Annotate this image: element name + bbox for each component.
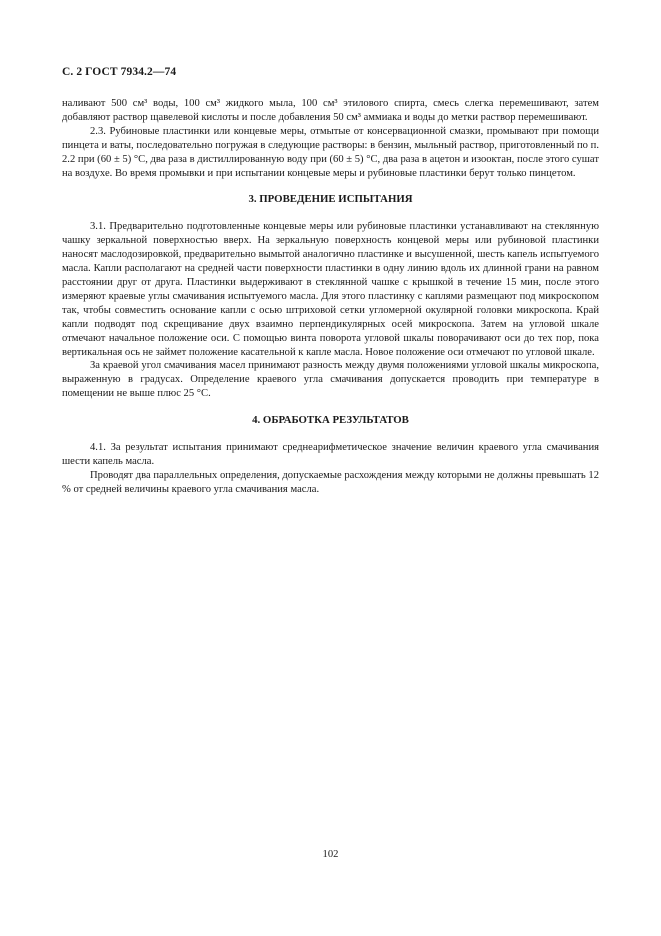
paragraph-continuation: наливают 500 см³ воды, 100 см³ жидкого мыла, 100 см³ этилового спирта, смесь слегка перемешивают, затем добавляют раствор щавелевой кислоты и после добавления 50 см³ аммиака и воды до метки раствор перемешивают.	[62, 98, 599, 123]
paragraph-3-1: 3.1. Предварительно подготовленные концевые меры или рубиновые пластинки устанавливают на стеклянную чашку зеркальной поверхностью вверх. На зеркальную поверхность концевой меры или рубиновой пластинки наносят маслодозировкой, предварительно вымытой аналогично пластинке и высушенной, шесть капель испытуемого масла. Капли располагают на средней части поверхности пластинки в одну линию вдоль их длинной грани на равном расстоянии друг от друга. Пластинки выдерживают в стеклянной чашке с крышкой в течение 15 мин, после этого измеряют краевые углы смачивания испытуемого масла. Для этого пластинку с каплями размещают под микроскопом так, чтобы совместить основание капли с осью штриховой сетки угломерной окулярной головки микроскопа. Край капли подводят под скрещивание двух взаимно перпендикулярных осей микроскопа. Затем на угловой шкале отмечают начальное положение оси. С помощью винта поворота угловой шкалы поворачивают оси до тех пор, пока вертикальная ось не займет положение касательной к капле масла. Новое положение оси отмечают по угловой шкале.	[62, 221, 599, 358]
page-number: 102	[322, 849, 339, 860]
paragraph-4-1: 4.1. За результат испытания принимают среднеарифметическое значение величин краевого угла смачивания шести капель масла.	[62, 442, 599, 467]
document-body	[62, 97, 599, 497]
paragraph-contact-angle: За краевой угол смачивания масел принимают разность между двумя положениями угловой шкалы микроскопа, выраженную в градусах. Определение краевого угла смачивания допускается проводить при температуре в помещении не выше плюс 25 °С.	[62, 360, 599, 400]
section-4-title: 4. ОБРАБОТКА РЕЗУЛЬТАТОВ	[252, 414, 409, 427]
paragraph-parallel: Проводят два параллельных определения, допускаемые расхождения между которыми не должны превышать 12 % от средней величины краевого угла смачивания масла.	[62, 469, 599, 495]
section-3-title: 3. ПРОВЕДЕНИЕ ИСПЫТАНИЯ	[248, 193, 413, 206]
page-header: С. 2 ГОСТ 7934.2—74	[62, 66, 177, 78]
paragraph-2-3: 2.3. Рубиновые пластинки или концевые меры, отмытые от консервационной смазки, промывают при помощи пинцета и ваты, последовательно погружая в следующие растворы: в бензин, мыльный раствор, приготовленный по п. 2.2 при (60 ± 5) °С, два раза в дистиллированную воду при (60 ± 5) °С, два раза в ацетон и изооктан, после этого сушат на воздухе. Во время промывки и при испытании концевые меры и рубиновые пластинки берут только пинцетом.	[62, 125, 599, 179]
